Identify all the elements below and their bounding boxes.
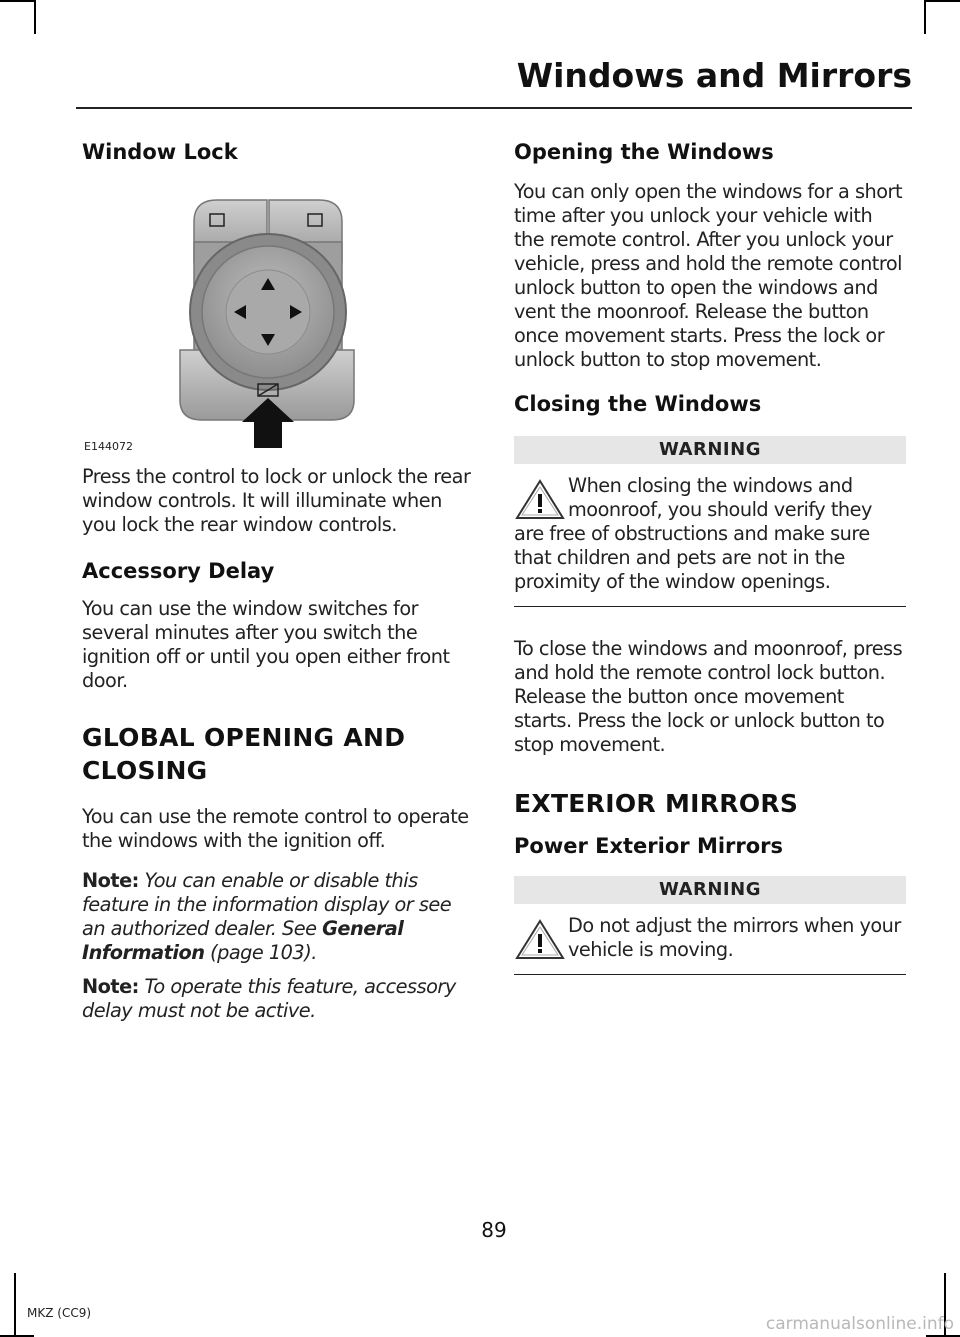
accessory-delay-body: You can use the window switches for several minutes after you switch the ignition off or until you open either front door. (82, 597, 450, 692)
warning-text: Do not adjust the mirrors when your vehicle is moving. (568, 914, 901, 961)
model-code: MKZ (CC9) (27, 1306, 92, 1320)
opening-body: You can only open the windows for a short time after you unlock your vehicle with the remote control. After you unlock your vehicle, press and hold the remote control unlock button to open the windows and vent the moonroof. Release the button once movement starts. Press the lock or unlock button to stop movement. (514, 180, 903, 371)
exterior-mirrors-heading: EXTERIOR MIRRORS (514, 789, 799, 818)
global-body: You can use the remote control to operate the windows with the ignition off. (82, 805, 469, 852)
watermark: carmanualsonline.info (765, 1314, 954, 1334)
closing-body: To close the windows and moonroof, press and hold the remote control lock button. Release the button once movement starts. Press the lock or unlock button to stop movement. (514, 637, 903, 756)
window-lock-figure (82, 152, 474, 457)
global-heading-line2: CLOSING (82, 756, 208, 785)
warning-header: WARNING (514, 876, 906, 904)
crop-mark (0, 0, 34, 2)
closing-heading: Closing the Windows (514, 392, 762, 416)
power-exterior-mirrors-heading: Power Exterior Mirrors (514, 834, 784, 858)
warning-header: WARNING (514, 436, 906, 464)
warning-text: When closing the windows and moonroof, you should verify they are free of obstructions and make sure that children and pets are not in the proximity of the window openings. (514, 474, 872, 593)
accessory-delay-heading: Accessory Delay (82, 559, 275, 583)
window-lock-body: Press the control to lock or unlock the rear window controls. It will illuminate when you lock the rear window controls. (82, 465, 471, 536)
page-reference: (page 103). (210, 941, 317, 964)
page-title: Windows and Mirrors (516, 56, 912, 95)
note-label: Note: (82, 975, 139, 998)
page-number: 89 (481, 1218, 507, 1242)
left-column (82, 140, 474, 1033)
note-text: To operate this feature, accessory delay must not be active. (82, 975, 456, 1022)
general-information-link[interactable]: General Information (82, 917, 404, 964)
warning-triangle-icon (514, 478, 566, 522)
crop-mark (14, 1273, 16, 1337)
global-heading-line1: GLOBAL OPENING AND (82, 723, 406, 752)
opening-heading: Opening the Windows (514, 140, 774, 164)
mirror-warning (514, 914, 906, 975)
crop-mark (926, 0, 960, 2)
crop-mark (34, 0, 36, 34)
global-heading (82, 721, 474, 787)
note-text: You can enable or disable this feature in the information display or see an authorized dealer. See (82, 869, 452, 940)
note-2 (82, 975, 474, 1023)
window-lock-heading: Window Lock (82, 140, 238, 164)
note-label: Note: (82, 869, 139, 892)
right-column (514, 140, 906, 975)
warning-triangle-icon (514, 918, 566, 962)
figure-id: E144072 (84, 440, 133, 453)
note-1 (82, 869, 474, 965)
window-switch-illustration (82, 152, 474, 457)
crop-mark (924, 0, 926, 34)
closing-warning (514, 474, 906, 607)
header-rule (76, 107, 912, 109)
